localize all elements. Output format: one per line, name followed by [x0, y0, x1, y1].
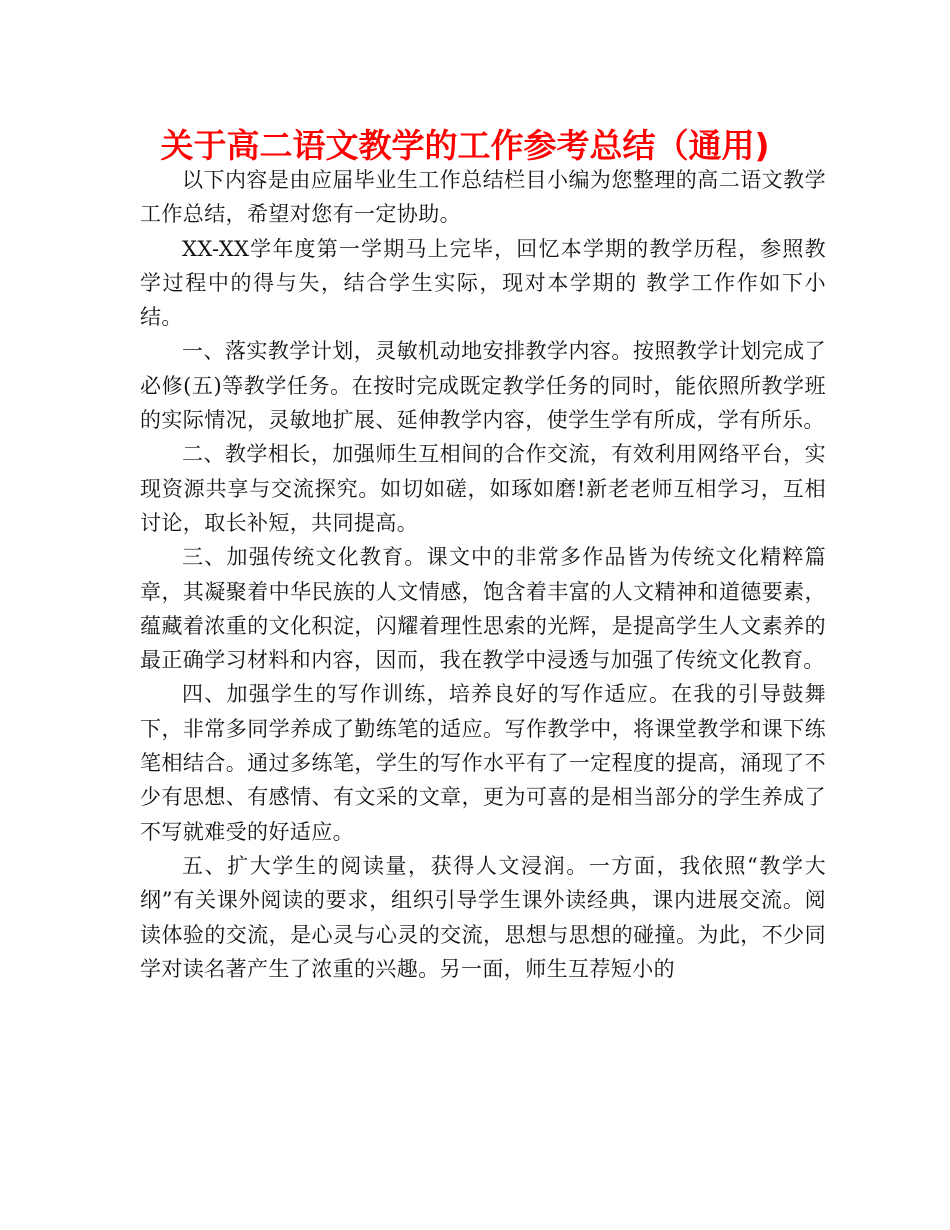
- paragraph-overview: XX-XX学年度第一学期马上完毕，回忆本学期的教学历程，参照教学过程中的得与失，结合学生实际，现对本学期的 教学工作作如下小结。: [140, 236, 826, 330]
- paragraph-point-1: 一、落实教学计划，灵敏机动地安排教学内容。按照教学计划完成了必修(五)等教学任务。在按时完成既定教学任务的同时，能依照所教学班的实际情况，灵敏地扩展、延伸教学内容，使学生学有所成，学有所乐。: [140, 339, 826, 433]
- document-title: 关于高二语文教学的工作参考总结（通用): [160, 126, 770, 165]
- document-body: [140, 163, 826, 986]
- paragraph-point-3: 三、加强传统文化教育。课文中的非常多作品皆为传统文化精粹篇章，其凝聚着中华民族的人文情感，饱含着丰富的人文精神和道德要素，蕴藏着浓重的文化积淀，闪耀着理性思索的光辉，是提高学生人文素养的最正确学习材料和内容，因而，我在教学中浸透与加强了传统文化教育。: [140, 545, 826, 673]
- paragraph-intro: 以下内容是由应届毕业生工作总结栏目小编为您整理的高二语文教学工作总结，希望对您有一定协助。: [140, 168, 826, 227]
- paragraph-point-4: 四、加强学生的写作训练，培养良好的写作适应。在我的引导鼓舞下，非常多同学养成了勤练笔的适应。写作教学中，将课堂教学和课下练笔相结合。通过多练笔，学生的写作水平有了一定程度的提高，涌现了不少有思想、有感情、有文采的文章，更为可喜的是相当部分的学生养成了不写就难受的好适应。: [140, 682, 826, 844]
- paragraph-point-2: 二、教学相长，加强师生互相间的合作交流，有效利用网络平台，实现资源共享与交流探究。如切如磋，如琢如磨!新老老师互相学习，互相讨论，取长补短，共同提高。: [140, 442, 826, 535]
- paragraph-point-5: 五、扩大学生的阅读量，获得人文浸润。一方面，我依照“教学大纲”有关课外阅读的要求，组织引导学生课外读经典，课内进展交流。阅读体验的交流，是心灵与心灵的交流，思想与思想的碰撞。为此，不少同学对读名著产生了浓重的兴趣。另一面，师生互荐短小的: [140, 853, 826, 981]
